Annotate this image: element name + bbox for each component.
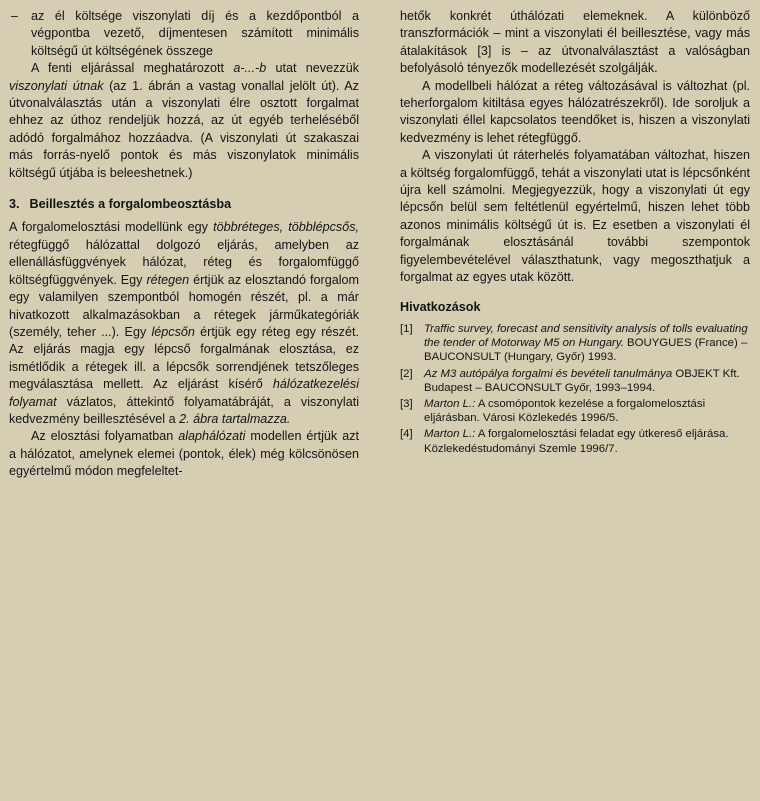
reference-italic: Traffic survey, forecast and sensitivity analysis of tolls evaluating the tender of Motorway M5 on Hungary.	[424, 322, 748, 350]
italic-run: a-...-b	[233, 61, 267, 76]
reference-number: [4]	[400, 428, 413, 441]
italic-run: alaphálózati	[178, 429, 246, 444]
italic-run: viszonylati útnak	[9, 78, 104, 93]
reference-item	[400, 427, 750, 455]
italic-run: többréteges, többlépcsős,	[213, 220, 359, 235]
paragraph: hetők konkrét úthálózati elemeknek. A különböző transzformációk – mint a viszonylati él beillesztése, vagy más átalakítások [3] is – az útvonalválasztást a valóságban befolyásoló tényezők modellezését szolgálják.	[400, 9, 750, 76]
reference-text: OBJEKT Kft. Budapest – BAUCONSULT Győr, 1993–1994.	[424, 367, 740, 394]
list-item-text: az él költsége viszonylati díj és a kezdőpontból a végpontba vezető, díjmentesen számított minimális költségű út költségének összege	[31, 9, 359, 58]
reference-text: A csomópontok kezelése a forgalomelosztási eljárásban. Városi Közlekedés 1996/5.	[424, 397, 706, 425]
reference-text: BOUYGUES (France) – BAUCONSULT (Hungary, Győr) 1993.	[424, 337, 748, 364]
paragraph	[9, 60, 359, 182]
reference-item	[400, 397, 750, 425]
list-dash: –	[11, 9, 19, 23]
reference-item	[400, 367, 750, 395]
text-run: rétegfüggő hálózattal dolgozó eljárás, amelyben az ellenállásfüggvények hálózat, réteg és forgalomfüggő költségfüggvények. Egy	[9, 237, 359, 287]
reference-number: [1]	[400, 322, 413, 335]
reference-italic: Marton L.:	[424, 397, 476, 410]
reference-item	[400, 322, 750, 365]
section-title: Beillesztés a forgalombeosztásba	[29, 197, 232, 212]
italic-run: hálózatkezelési folyamat	[9, 377, 359, 409]
text-run: vázlatos, áttekintő folyamatábráját, a viszonylati kedvezmény beillesztésével a	[9, 394, 359, 426]
section-heading	[9, 196, 359, 213]
reference-italic: Az M3 autópálya forgalmi és bevételi tanulmánya	[424, 367, 673, 380]
reference-italic: Marton L.:	[424, 428, 476, 441]
paragraph: A viszonylati út ráterhelés folyamatában változhat, hiszen a költség forgalomfüggő, tehát a viszonylati utat is lépcsőnként újra kell számolni. Megjegyezzük, hogy a viszonylati út egy lépcsőn belül sem feltétlenül egyértelmű, hiszen lehet több azonos minimális költségű út is. Ez esetben a viszonylati él forgalmának elosztásánál további szempontok figyelembevételével választhatunk, vagy megoszthatjuk a forgalmat az egyes utak között.	[400, 148, 750, 285]
text-run: utat nevezzük	[266, 61, 359, 76]
paragraph: A modellbeli hálózat a réteg változásával is változhat (pl. teherforgalom kitiltása egyes hálózatrészekről). Ide soroljuk a viszonylati éllel kapcsolatos teendőket is, hiszen a viszonylati kedvezmény is lehet rétegfüggő.	[400, 78, 750, 145]
text-run: Az elosztási folyamatban	[31, 429, 179, 444]
list-item	[9, 8, 359, 60]
text-run: modellen értjük azt a hálózatot, amelynek elemei (pontok, élek) még kölcsönösen egyértelmű módon megfeleltet-	[9, 429, 359, 479]
text-run: A forgalomelosztási modellünk egy	[9, 220, 214, 235]
reference-text: A forgalomelosztási feladat egy útkereső eljárása. Közlekedéstudományi Szemle 1996/7.	[424, 428, 729, 455]
right-column	[400, 8, 750, 458]
text-run: értjük az elosztandó forgalom egy valamilyen szempontból homogén részét, pl. a már hivatkozott alkalmazásokban a rétegek járműkategóriák (személy, teher ...). Egy	[9, 272, 359, 339]
left-column	[9, 8, 359, 481]
paragraph	[9, 428, 359, 480]
section-number: 3.	[9, 197, 20, 212]
reference-list	[400, 322, 750, 456]
reference-number: [3]	[400, 397, 413, 410]
text-run: A fenti eljárással meghatározott	[31, 61, 234, 76]
text-run: (az 1. ábrán a vastag vonallal jelölt út). Az útvonalválasztás után a viszonylati élre osztott forgalmat ehhez az úthoz rendeljük hozzá, az út egyéb terheléséből adódó forgalmához hozzáadva. (A viszonylati út szakaszai más forrás-nyelő pontok és más viszonylatok minimális költségű útjába is beleeshetnek.)	[9, 78, 359, 180]
references-heading: Hivatkozások	[400, 299, 481, 314]
text-run: értjük egy réteg egy részét. Az eljárás magja egy lépcső forgalmának elosztása, ez ismétlődik a rétegek ill. a lépcsők sorrendjének tetszőleges megválasztása mellett. Az eljárást kísérő	[9, 324, 359, 392]
italic-run: lépcsőn	[151, 324, 195, 339]
italic-run: rétegen	[146, 272, 190, 287]
italic-run: 2. ábra tartalmazza.	[179, 411, 291, 426]
paragraph	[9, 219, 359, 428]
reference-number: [2]	[400, 367, 413, 380]
